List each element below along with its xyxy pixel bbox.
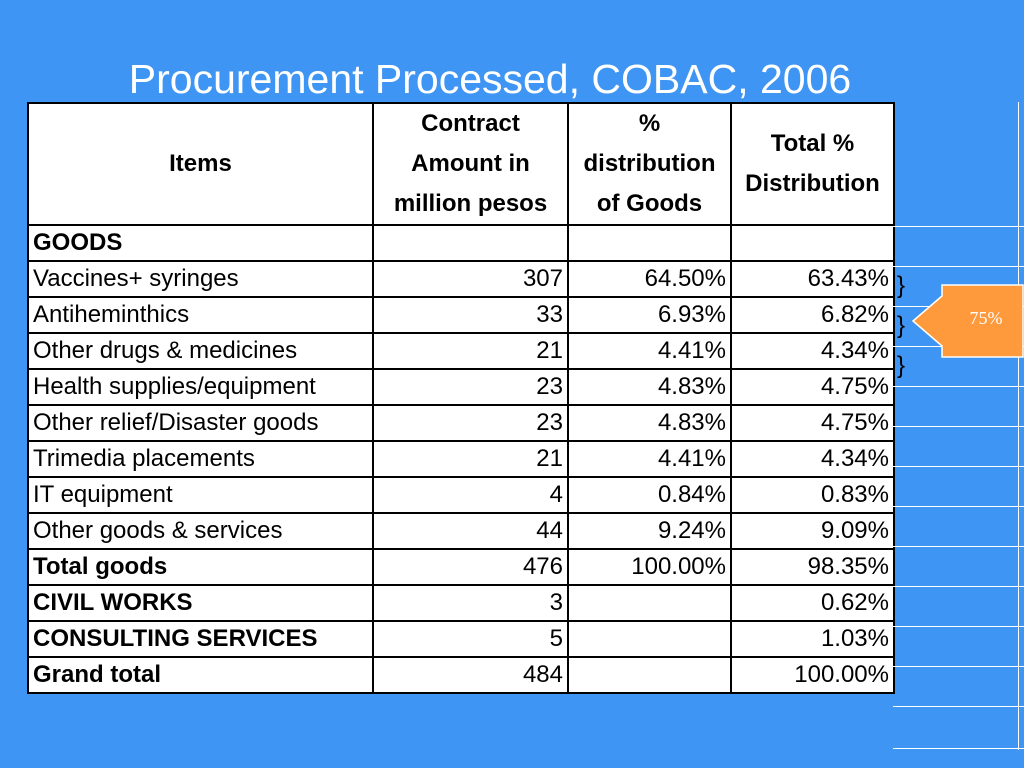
header-items: Items bbox=[28, 103, 373, 225]
table-row bbox=[28, 513, 894, 549]
table-row bbox=[28, 333, 894, 369]
amount-cell: 484 bbox=[373, 657, 568, 693]
item-cell: Antiheminthics bbox=[28, 297, 373, 333]
distribution-goods-cell: 4.41% bbox=[568, 333, 731, 369]
distribution-goods-cell: 4.41% bbox=[568, 441, 731, 477]
amount-cell: 4 bbox=[373, 477, 568, 513]
amount-cell: 21 bbox=[373, 441, 568, 477]
table-row bbox=[28, 549, 894, 585]
total-distribution-cell: 0.83% bbox=[731, 477, 894, 513]
total-distribution-cell: 6.82% bbox=[731, 297, 894, 333]
item-cell: CIVIL WORKS bbox=[28, 585, 373, 621]
total-distribution-cell: 100.00% bbox=[731, 657, 894, 693]
table-row bbox=[28, 441, 894, 477]
distribution-goods-cell bbox=[568, 225, 731, 261]
amount-cell: 5 bbox=[373, 621, 568, 657]
table-row bbox=[28, 405, 894, 441]
item-cell: GOODS bbox=[28, 225, 373, 261]
table-row bbox=[28, 297, 894, 333]
amount-cell: 23 bbox=[373, 369, 568, 405]
distribution-goods-cell: 0.84% bbox=[568, 477, 731, 513]
total-distribution-cell: 4.34% bbox=[731, 441, 894, 477]
amount-cell: 23 bbox=[373, 405, 568, 441]
distribution-goods-cell: 64.50% bbox=[568, 261, 731, 297]
total-distribution-cell: 9.09% bbox=[731, 513, 894, 549]
slide-title: Procurement Processed, COBAC, 2006 bbox=[128, 56, 852, 102]
amount-cell: 3 bbox=[373, 585, 568, 621]
header-total-distribution: Total % Distribution bbox=[731, 103, 894, 225]
table-row bbox=[28, 369, 894, 405]
amount-cell: 307 bbox=[373, 261, 568, 297]
table-row bbox=[28, 261, 894, 297]
total-distribution-cell: 4.34% bbox=[731, 333, 894, 369]
brace-2: } bbox=[897, 312, 906, 339]
table-row bbox=[28, 657, 894, 693]
header-distribution-goods: % distribution of Goods bbox=[568, 103, 731, 225]
total-distribution-cell: 4.75% bbox=[731, 405, 894, 441]
total-distribution-cell: 63.43% bbox=[731, 261, 894, 297]
item-cell: Grand total bbox=[28, 657, 373, 693]
item-cell: Other goods & services bbox=[28, 513, 373, 549]
item-cell: CONSULTING SERVICES bbox=[28, 621, 373, 657]
amount-cell bbox=[373, 225, 568, 261]
header-contract-amount: Contract Amount in million pesos bbox=[373, 103, 568, 225]
distribution-goods-cell: 9.24% bbox=[568, 513, 731, 549]
amount-cell: 476 bbox=[373, 549, 568, 585]
amount-cell: 44 bbox=[373, 513, 568, 549]
item-cell: Health supplies/equipment bbox=[28, 369, 373, 405]
distribution-goods-cell: 4.83% bbox=[568, 405, 731, 441]
distribution-goods-cell bbox=[568, 585, 731, 621]
item-cell: Trimedia placements bbox=[28, 441, 373, 477]
procurement-table bbox=[27, 102, 895, 694]
total-distribution-cell: 0.62% bbox=[731, 585, 894, 621]
brace-3: } bbox=[897, 352, 906, 379]
distribution-goods-cell bbox=[568, 621, 731, 657]
amount-cell: 21 bbox=[373, 333, 568, 369]
total-distribution-cell bbox=[731, 225, 894, 261]
table-row bbox=[28, 621, 894, 657]
item-cell: Other drugs & medicines bbox=[28, 333, 373, 369]
table-row bbox=[28, 477, 894, 513]
decorative-grid bbox=[893, 102, 1024, 750]
total-distribution-cell: 98.35% bbox=[731, 549, 894, 585]
item-cell: IT equipment bbox=[28, 477, 373, 513]
table-row bbox=[28, 225, 894, 261]
distribution-goods-cell: 6.93% bbox=[568, 297, 731, 333]
distribution-goods-cell bbox=[568, 657, 731, 693]
table-row bbox=[28, 585, 894, 621]
total-distribution-cell: 1.03% bbox=[731, 621, 894, 657]
brace-1: } bbox=[897, 272, 906, 299]
table-header-row bbox=[28, 103, 894, 225]
item-cell: Other relief/Disaster goods bbox=[28, 405, 373, 441]
item-cell: Vaccines+ syringes bbox=[28, 261, 373, 297]
amount-cell: 33 bbox=[373, 297, 568, 333]
distribution-goods-cell: 100.00% bbox=[568, 549, 731, 585]
item-cell: Total goods bbox=[28, 549, 373, 585]
callout-label: 75% bbox=[969, 308, 1003, 328]
distribution-goods-cell: 4.83% bbox=[568, 369, 731, 405]
total-distribution-cell: 4.75% bbox=[731, 369, 894, 405]
